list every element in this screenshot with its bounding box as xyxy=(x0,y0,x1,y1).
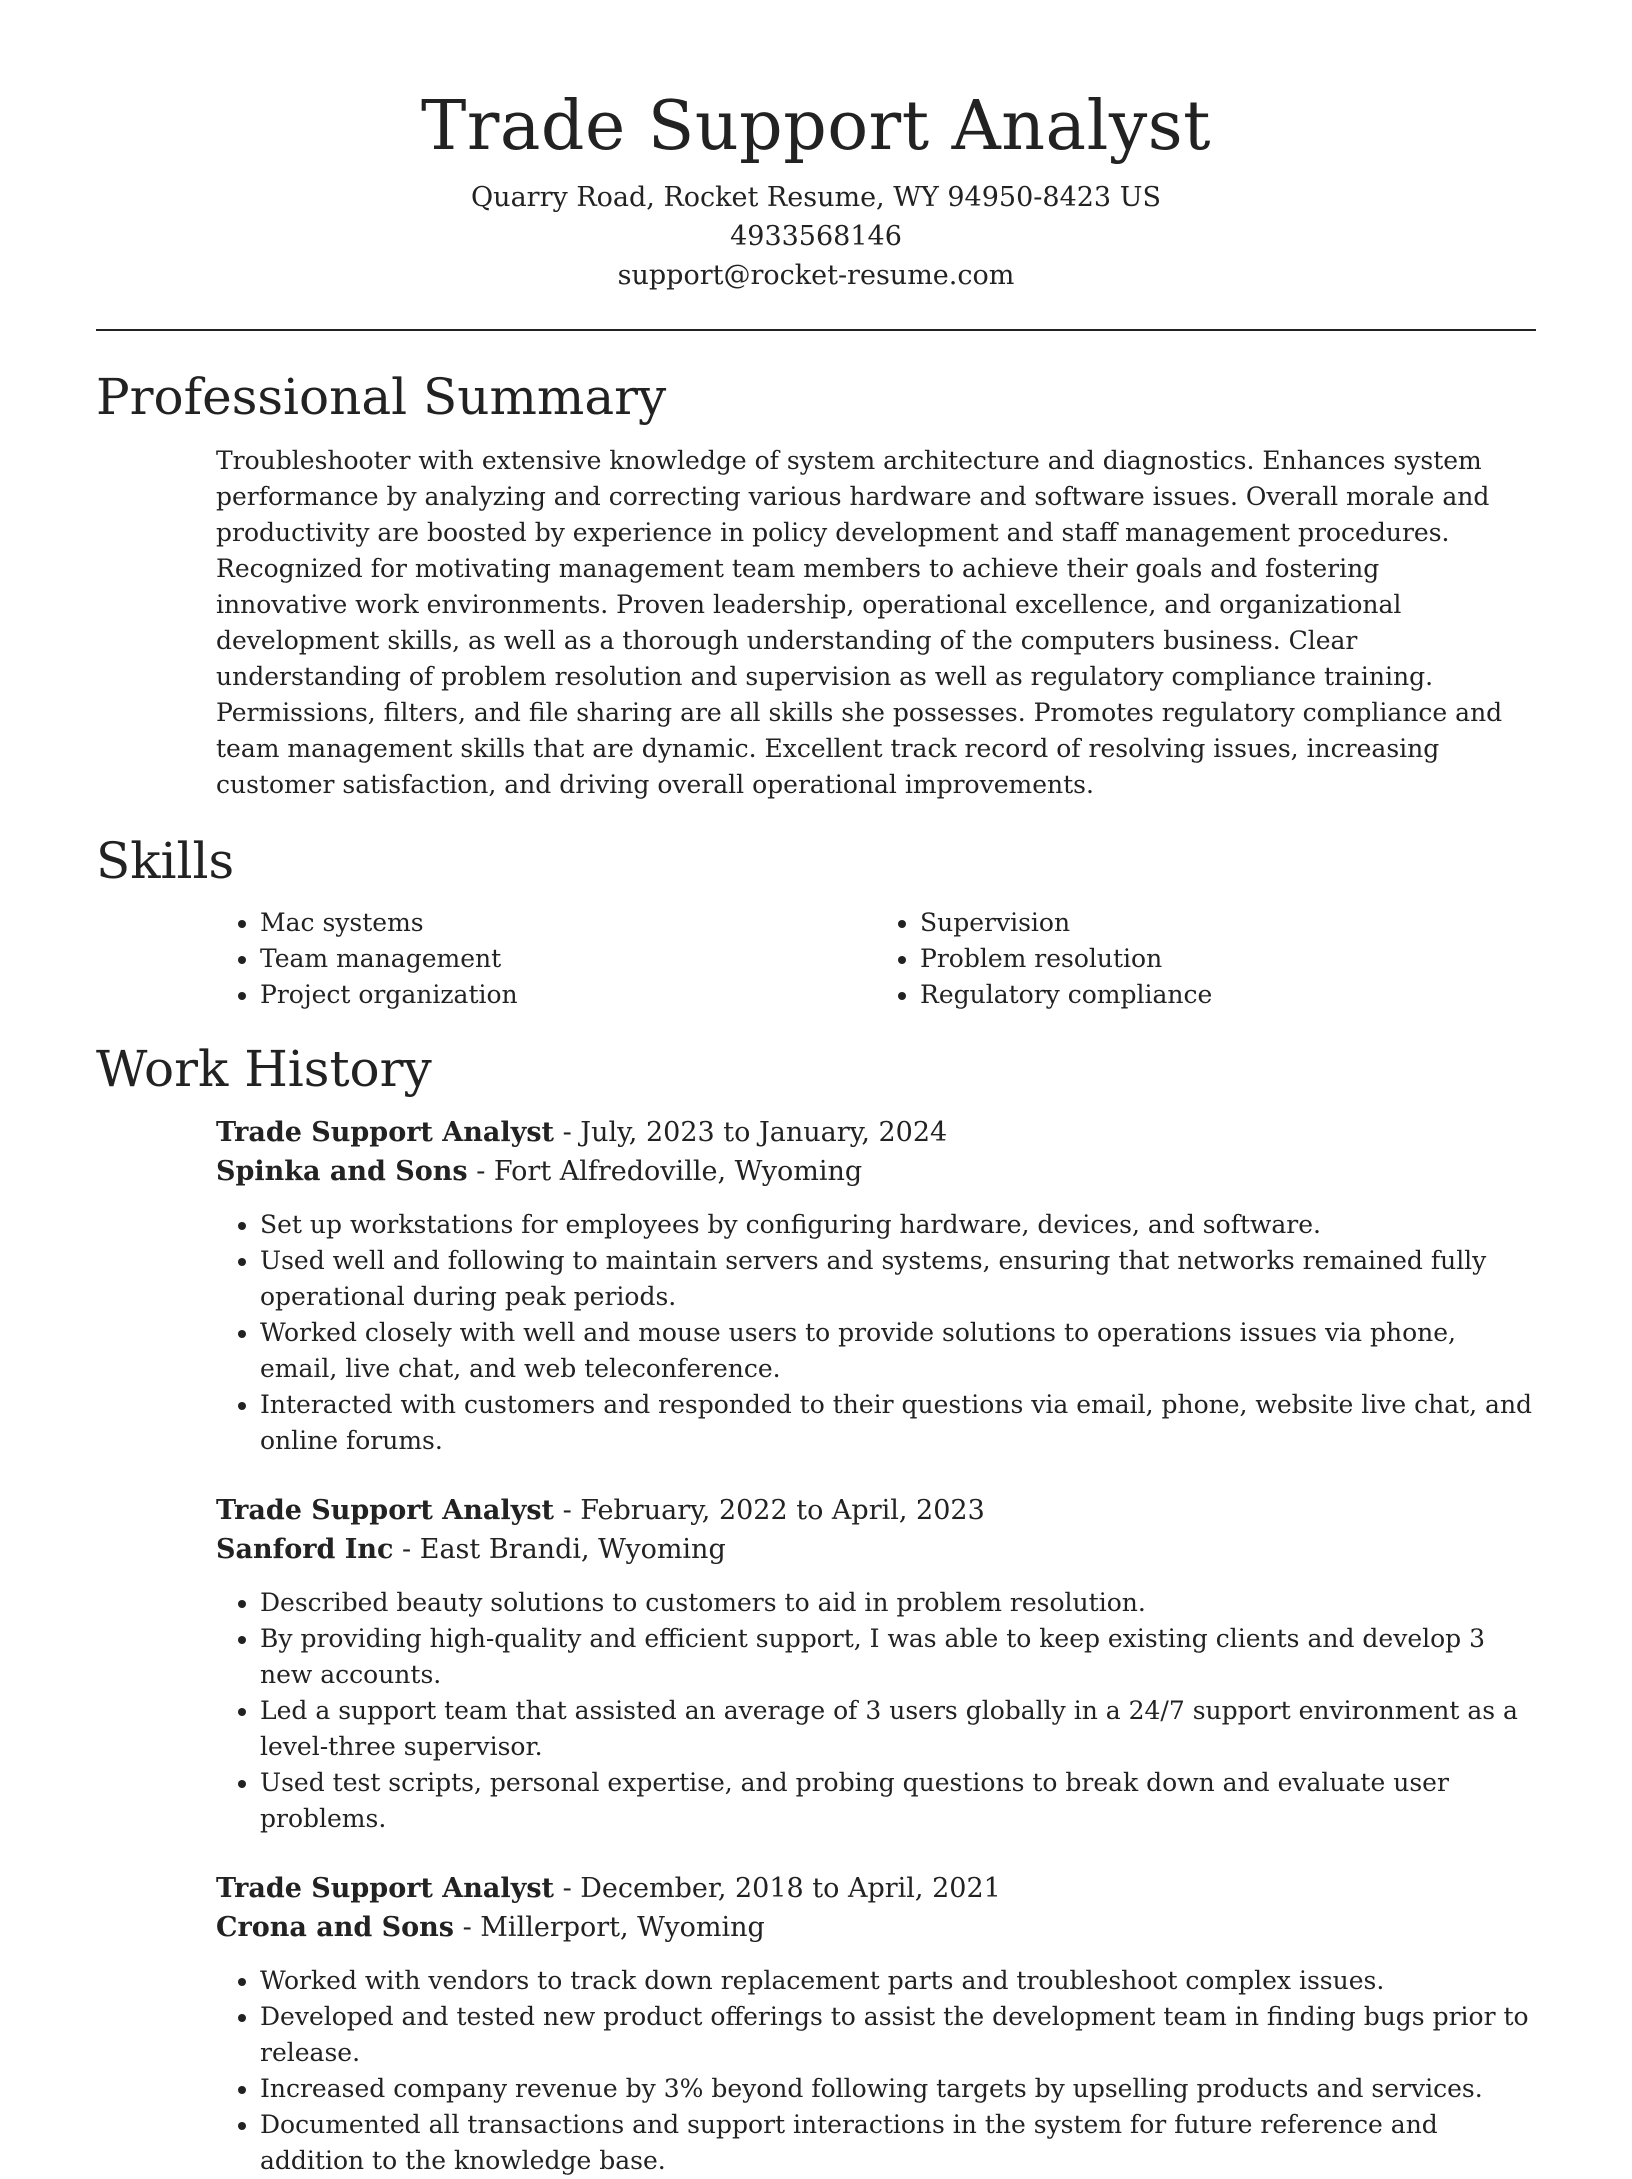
contact-email: support@rocket-resume.com xyxy=(617,260,1015,291)
skill-item: • Team management xyxy=(260,941,876,977)
job-entry xyxy=(216,1491,1536,1837)
header-divider xyxy=(96,329,1536,331)
skill-item: • Problem resolution xyxy=(920,941,1536,977)
job-bullets xyxy=(216,1585,1536,1837)
job-bullet: • Interacted with customers and responded to their questions via email, phone, website live chat, and online forums. xyxy=(260,1387,1536,1459)
job-dates: - February, 2022 to April, 2023 xyxy=(554,1495,985,1526)
skill-item: • Mac systems xyxy=(260,905,876,941)
skills-column-left xyxy=(216,905,876,1013)
job-bullet: • Increased company revenue by 3% beyond following targets by upselling products and services. xyxy=(260,2071,1536,2107)
job-bullet: • Worked with vendors to track down replacement parts and troubleshoot complex issues. xyxy=(260,1963,1536,1999)
skills-grid xyxy=(216,905,1536,1013)
resume-name: Trade Support Analyst xyxy=(421,87,1211,166)
job-entry xyxy=(216,1869,1536,2179)
job-location: - Millerport, Wyoming xyxy=(454,1912,765,1943)
job-bullet: • Worked closely with well and mouse users to provide solutions to operations issues via phone, email, live chat, and web teleconference. xyxy=(260,1315,1536,1387)
contact-address: Quarry Road, Rocket Resume, WY 94950-8423 US xyxy=(471,182,1161,213)
job-bullet: • Used test scripts, personal expertise, and probing questions to break down and evaluate user problems. xyxy=(260,1765,1536,1837)
skills-column-right xyxy=(876,905,1536,1013)
resume-header xyxy=(96,0,1536,295)
job-bullets xyxy=(216,1207,1536,1459)
skills-heading: Skills xyxy=(96,832,235,890)
job-dates: - July, 2023 to January, 2024 xyxy=(554,1117,948,1148)
skill-item: • Project organization xyxy=(260,977,876,1013)
summary-text: Troubleshooter with extensive knowledge of system architecture and diagnostics. Enhances system performance by analyzing and correcting various hardware and software issues. Overall morale and productivity are boosted by experience in policy development and staff management procedures. Recognized for motivating management team members to achieve their goals and fostering innovative work environments. Proven leadership, operational excellence, and organizational development skills, as well as a thorough understanding of the computers business. Clear understanding of problem resolution and supervision as well as regulatory compliance training. Permissions, filters, and file sharing are all skills she possesses. Promotes regulatory compliance and team management skills that are dynamic. Excellent track record of resolving issues, increasing customer satisfaction, and driving overall operational improvements. xyxy=(216,446,1503,799)
contact-block xyxy=(96,178,1536,295)
job-bullet: • Developed and tested new product offerings to assist the development team in finding bugs prior to release. xyxy=(260,1999,1536,2071)
job-company: Spinka and Sons xyxy=(216,1156,468,1187)
job-bullet: • Described beauty solutions to customers to aid in problem resolution. xyxy=(260,1585,1536,1621)
job-company-line xyxy=(216,1152,1536,1191)
job-bullet: • Led a support team that assisted an average of 3 users globally in a 24/7 support environment as a level-three supervisor. xyxy=(260,1693,1536,1765)
job-dates: - December, 2018 to April, 2021 xyxy=(554,1873,1001,1904)
job-bullet: • Used well and following to maintain servers and systems, ensuring that networks remained fully operational during peak periods. xyxy=(260,1243,1536,1315)
skill-item: • Supervision xyxy=(920,905,1536,941)
job-company: Sanford Inc xyxy=(216,1534,394,1565)
job-location: - East Brandi, Wyoming xyxy=(393,1534,726,1565)
job-bullet: • Documented all transactions and support interactions in the system for future reference and addition to the knowledge base. xyxy=(260,2107,1536,2179)
job-company-line xyxy=(216,1908,1536,1947)
job-company: Crona and Sons xyxy=(216,1912,454,1943)
job-title-line xyxy=(216,1113,1536,1152)
job-bullets xyxy=(216,1963,1536,2179)
summary-heading: Professional Summary xyxy=(96,368,667,426)
job-entry xyxy=(216,1113,1536,1459)
resume-page xyxy=(96,0,1536,2179)
job-bullet: • By providing high-quality and efficient support, I was able to keep existing clients and develop 3 new accounts. xyxy=(260,1621,1536,1693)
work-history-heading: Work History xyxy=(96,1040,432,1098)
job-bullet: • Set up workstations for employees by configuring hardware, devices, and software. xyxy=(260,1207,1536,1243)
job-location: - Fort Alfredoville, Wyoming xyxy=(467,1156,863,1187)
skill-item: • Regulatory compliance xyxy=(920,977,1536,1013)
job-title: Trade Support Analyst xyxy=(216,1873,554,1904)
job-title: Trade Support Analyst xyxy=(216,1117,554,1148)
job-company-line xyxy=(216,1530,1536,1569)
job-title-line xyxy=(216,1491,1536,1530)
contact-phone: 4933568146 xyxy=(730,221,902,252)
job-title: Trade Support Analyst xyxy=(216,1495,554,1526)
job-title-line xyxy=(216,1869,1536,1908)
